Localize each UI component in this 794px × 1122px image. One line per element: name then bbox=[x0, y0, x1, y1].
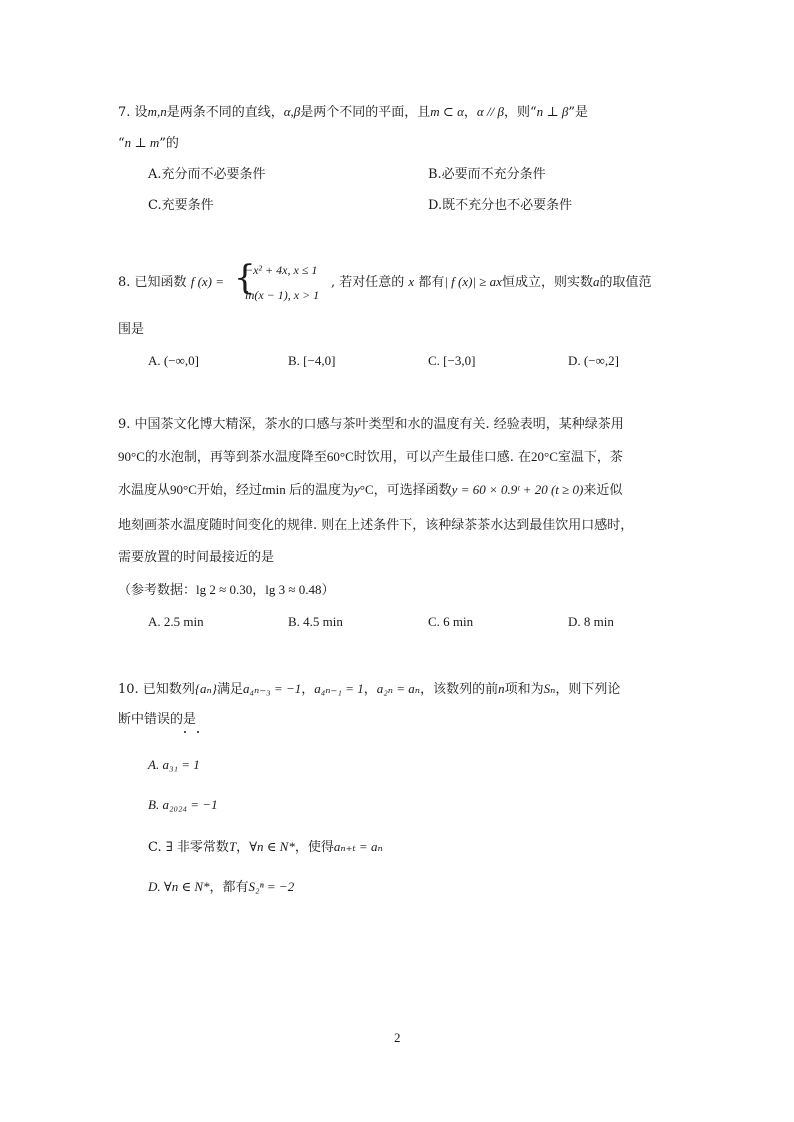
q8-function-name: f (x) = bbox=[190, 274, 225, 289]
q8-option-d: D. (−∞,2] bbox=[568, 353, 619, 368]
q10-line1: 10. 已知数列{aₙ}满足a₄ₙ₋₃ = −1，a₄ₙ₋₁ = 1，a₂ₙ = aₙ，该数列的前n项和为Sₙ，则下列论 bbox=[118, 681, 621, 697]
q9-line1: 9. 中国茶文化博大精深，茶水的口感与茶叶类型和水的温度有关. 经验表明，某种绿茶用 bbox=[118, 417, 624, 432]
q9-line4: 地刻画茶水温度随时间变化的规律. 则在上述条件下，该种绿茶茶水达到最佳饮用口感时， bbox=[118, 518, 634, 533]
q7-line2: “n ⊥ m”的 bbox=[118, 135, 179, 151]
q9-line3: 水温度从90°C开始，经过tmin 后的温度为y°C，可选择函数y = 60 × 0.9ᵗ + 20 (t ≥ 0)来近似 bbox=[118, 482, 623, 498]
q7-option-a: A.充分而不必要条件 bbox=[148, 167, 266, 182]
q7-option-d: D.既不充分也不必要条件 bbox=[428, 198, 573, 213]
q9-option-c: C. 6 min bbox=[428, 614, 474, 629]
q10-option-c: C. ∃ 非零常数T，∀n ∈ N*，使得aₙ₊ₜ = aₙ bbox=[148, 839, 383, 855]
q10-number: 10. bbox=[118, 682, 139, 697]
q9-option-a: A. 2.5 min bbox=[148, 614, 204, 629]
q9-line2: 90°C的水泡制，再等到茶水温度降至60°C时饮用，可以产生最佳口感. 在20°C室温下，茶 bbox=[118, 449, 623, 465]
q8-option-a: A. (−∞,0] bbox=[148, 353, 199, 368]
q8-case-2: ln(x − 1), x > 1 bbox=[245, 288, 320, 302]
q7-option-c: C.充要条件 bbox=[148, 198, 214, 213]
q7-number: 7. bbox=[118, 105, 131, 120]
q7-option-b: B.必要而不充分条件 bbox=[428, 167, 546, 182]
q10-option-b: B. a₂₀₂₄ = −1 bbox=[148, 797, 218, 812]
q8-number: 8. bbox=[118, 275, 131, 290]
q9-option-b: B. 4.5 min bbox=[288, 614, 343, 629]
q8-option-b: B. [−4,0] bbox=[288, 353, 336, 368]
page-number: 2 bbox=[394, 1030, 401, 1045]
q8-line2: 围是 bbox=[118, 322, 145, 337]
q10-option-d: D. ∀n ∈ N*，都有S₂ⁿ = −2 bbox=[148, 879, 295, 895]
q10-line2: 断中错误的是 bbox=[118, 712, 197, 727]
q9-line5: 需要放置的时间最接近的是 bbox=[118, 550, 275, 565]
q8-line1-right: , 若对任意的 x 都有| f (x)| ≥ ax恒成立，则实数a的取值范 bbox=[331, 274, 652, 290]
q8-left-brace: { bbox=[234, 258, 256, 298]
q8-line1-left: 8. 已知函数 f (x) = bbox=[118, 274, 225, 290]
q8-case-1: −x² + 4x, x ≤ 1 bbox=[245, 263, 318, 277]
emphasis-dot bbox=[197, 731, 199, 733]
q9-reference-data: （参考数据：lg 2 ≈ 0.30，lg 3 ≈ 0.48） bbox=[118, 582, 335, 598]
emphasis-dot bbox=[184, 731, 186, 733]
q10-option-a: A. a₃₁ = 1 bbox=[148, 757, 200, 772]
q9-function: y = 60 × 0.9ᵗ + 20 (t ≥ 0) bbox=[451, 482, 584, 497]
q8-option-c: C. [−3,0] bbox=[428, 353, 476, 368]
q7-line1: 7. 设m,n是两条不同的直线，α,β是两个不同的平面，且m ⊂ α，α // β，则“n ⊥ β”是 bbox=[118, 104, 588, 120]
q9-option-d: D. 8 min bbox=[568, 614, 614, 629]
